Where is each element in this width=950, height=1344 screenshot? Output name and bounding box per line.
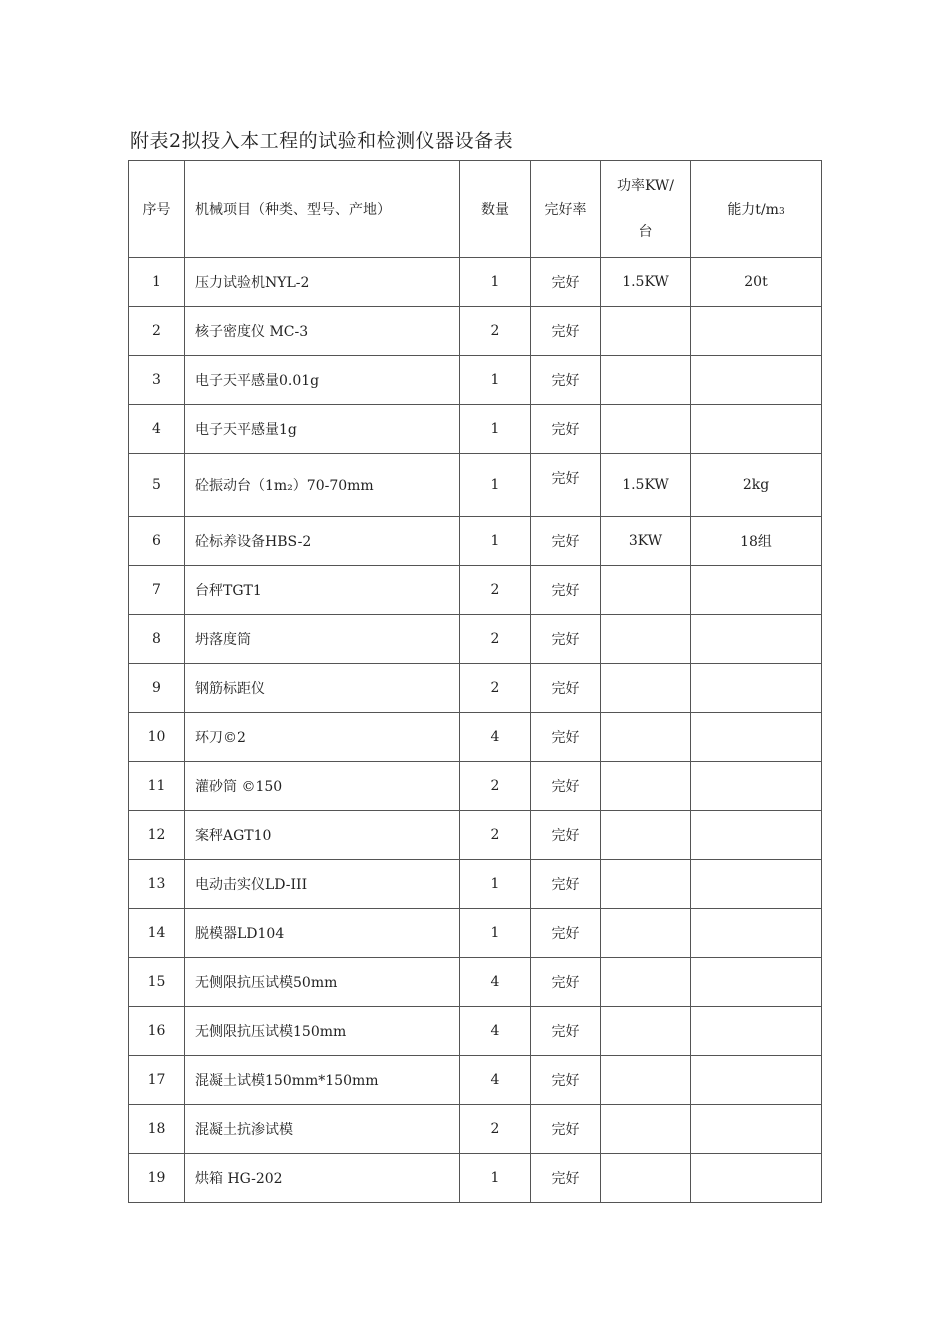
cell-rate: 完好: [531, 909, 601, 958]
cell-capacity: [691, 713, 822, 762]
cell-qty: 2: [460, 664, 531, 713]
cell-index: 14: [129, 909, 185, 958]
cell-index: 19: [129, 1154, 185, 1203]
cell-power: [601, 762, 691, 811]
cell-name: 砼标养设备HBS-2: [185, 517, 460, 566]
table-row: [129, 615, 822, 664]
cell-qty: 4: [460, 1056, 531, 1105]
cell-name: 电子天平感量1g: [185, 405, 460, 454]
cell-index: 2: [129, 307, 185, 356]
cell-name: 灌砂筒 ©150: [185, 762, 460, 811]
cell-capacity: 2kg: [691, 454, 822, 517]
cell-power: [601, 405, 691, 454]
cell-qty: 1: [460, 258, 531, 307]
cell-capacity: [691, 860, 822, 909]
cell-capacity: [691, 566, 822, 615]
table-row: [129, 1056, 822, 1105]
cell-qty: 1: [460, 860, 531, 909]
cell-index: 15: [129, 958, 185, 1007]
cell-name: 电子天平感量0.01g: [185, 356, 460, 405]
cell-index: 10: [129, 713, 185, 762]
table-row: [129, 405, 822, 454]
table-row: [129, 958, 822, 1007]
cell-power: [601, 307, 691, 356]
table-row: [129, 566, 822, 615]
header-power: [601, 161, 691, 258]
cell-qty: 4: [460, 958, 531, 1007]
cell-index: 8: [129, 615, 185, 664]
cell-power: [601, 356, 691, 405]
cell-capacity: [691, 405, 822, 454]
cell-name: 混凝土抗渗试模: [185, 1105, 460, 1154]
cell-capacity: [691, 1056, 822, 1105]
cell-rate: 完好: [531, 356, 601, 405]
cell-name: 钢筋标距仪: [185, 664, 460, 713]
cell-name: 烘箱 HG-202: [185, 1154, 460, 1203]
cell-capacity: [691, 811, 822, 860]
cell-index: 18: [129, 1105, 185, 1154]
cell-index: 12: [129, 811, 185, 860]
header-capacity-label: 能力t/m: [727, 202, 779, 218]
cell-index: 13: [129, 860, 185, 909]
cell-power: [601, 958, 691, 1007]
cell-name: 坍落度筒: [185, 615, 460, 664]
cell-qty: 1: [460, 517, 531, 566]
cell-index: 9: [129, 664, 185, 713]
cell-name: 环刀©2: [185, 713, 460, 762]
cell-rate: 完好: [531, 1056, 601, 1105]
cell-rate: 完好: [531, 405, 601, 454]
cell-power: [601, 566, 691, 615]
table-row: [129, 713, 822, 762]
table-header-row: [129, 161, 822, 258]
cell-qty: 1: [460, 356, 531, 405]
table-row: [129, 811, 822, 860]
cell-power: [601, 1105, 691, 1154]
header-capacity-sub: 3: [778, 207, 785, 217]
cell-qty: 2: [460, 615, 531, 664]
table-row: [129, 1105, 822, 1154]
header-power-line2: 台: [638, 224, 653, 240]
cell-rate: 完好: [531, 566, 601, 615]
cell-rate: 完好: [531, 958, 601, 1007]
cell-qty: 2: [460, 811, 531, 860]
cell-capacity: 18组: [691, 517, 822, 566]
cell-power: [601, 1007, 691, 1056]
cell-power: [601, 615, 691, 664]
cell-capacity: [691, 1154, 822, 1203]
cell-qty: 1: [460, 1154, 531, 1203]
cell-qty: 1: [460, 909, 531, 958]
cell-qty: 4: [460, 1007, 531, 1056]
cell-name: 脱模器LD104: [185, 909, 460, 958]
cell-qty: 2: [460, 307, 531, 356]
cell-power: [601, 860, 691, 909]
cell-name: 案秤AGT10: [185, 811, 460, 860]
cell-qty: 1: [460, 405, 531, 454]
cell-capacity: 20t: [691, 258, 822, 307]
cell-rate: 完好: [531, 811, 601, 860]
cell-name: 无侧限抗压试模50mm: [185, 958, 460, 1007]
cell-index: 4: [129, 405, 185, 454]
cell-capacity: [691, 307, 822, 356]
table-row: [129, 258, 822, 307]
cell-index: 1: [129, 258, 185, 307]
cell-capacity: [691, 664, 822, 713]
table-row: [129, 356, 822, 405]
header-rate: 完好率: [531, 161, 601, 258]
header-power-line1: 功率KW/: [616, 178, 675, 194]
cell-index: 5: [129, 454, 185, 517]
cell-power: [601, 909, 691, 958]
cell-rate: 完好: [531, 1007, 601, 1056]
table-row: [129, 307, 822, 356]
cell-index: 3: [129, 356, 185, 405]
cell-power: 1.5KW: [601, 258, 691, 307]
cell-capacity: [691, 762, 822, 811]
cell-capacity: [691, 615, 822, 664]
cell-rate: 完好: [531, 454, 601, 517]
cell-name: 核子密度仪 MC-3: [185, 307, 460, 356]
cell-index: 7: [129, 566, 185, 615]
cell-index: 11: [129, 762, 185, 811]
table-row: [129, 1007, 822, 1056]
cell-rate: 完好: [531, 615, 601, 664]
cell-qty: 2: [460, 1105, 531, 1154]
cell-index: 17: [129, 1056, 185, 1105]
table-row: [129, 909, 822, 958]
cell-qty: 4: [460, 713, 531, 762]
cell-rate: 完好: [531, 664, 601, 713]
header-capacity: [691, 161, 822, 258]
cell-name: 电动击实仪LD-III: [185, 860, 460, 909]
table-row: [129, 762, 822, 811]
cell-capacity: [691, 1007, 822, 1056]
cell-power: [601, 1154, 691, 1203]
cell-power: 3KW: [601, 517, 691, 566]
header-index: 序号: [129, 161, 185, 258]
table-row: [129, 517, 822, 566]
cell-rate: 完好: [531, 1105, 601, 1154]
cell-qty: 1: [460, 454, 531, 517]
cell-name: 砼振动台（1m₂）70-70mm: [185, 454, 460, 517]
header-qty: 数量: [460, 161, 531, 258]
cell-capacity: [691, 356, 822, 405]
cell-capacity: [691, 958, 822, 1007]
table-row: [129, 664, 822, 713]
cell-power: [601, 1056, 691, 1105]
cell-capacity: [691, 909, 822, 958]
cell-index: 16: [129, 1007, 185, 1056]
cell-power: [601, 811, 691, 860]
cell-rate: 完好: [531, 307, 601, 356]
header-name: 机械项目（种类、型号、产地）: [185, 161, 460, 258]
equipment-table: [128, 160, 822, 1203]
cell-power: [601, 713, 691, 762]
cell-rate: 完好: [531, 860, 601, 909]
table-row: [129, 860, 822, 909]
cell-qty: 2: [460, 566, 531, 615]
cell-rate: 完好: [531, 713, 601, 762]
cell-capacity: [691, 1105, 822, 1154]
cell-rate: 完好: [531, 762, 601, 811]
cell-power: [601, 664, 691, 713]
cell-power: 1.5KW: [601, 454, 691, 517]
cell-qty: 2: [460, 762, 531, 811]
cell-name: 混凝土试模150mm*150mm: [185, 1056, 460, 1105]
cell-rate: 完好: [531, 1154, 601, 1203]
cell-rate: 完好: [531, 258, 601, 307]
cell-rate: 完好: [531, 517, 601, 566]
cell-name: 无侧限抗压试模150mm: [185, 1007, 460, 1056]
cell-name: 台秤TGT1: [185, 566, 460, 615]
table-row: [129, 1154, 822, 1203]
cell-name: 压力试验机NYL-2: [185, 258, 460, 307]
cell-index: 6: [129, 517, 185, 566]
table-row: [129, 454, 822, 517]
page-title: 附表2拟投入本工程的试验和检测仪器设备表: [130, 130, 514, 152]
